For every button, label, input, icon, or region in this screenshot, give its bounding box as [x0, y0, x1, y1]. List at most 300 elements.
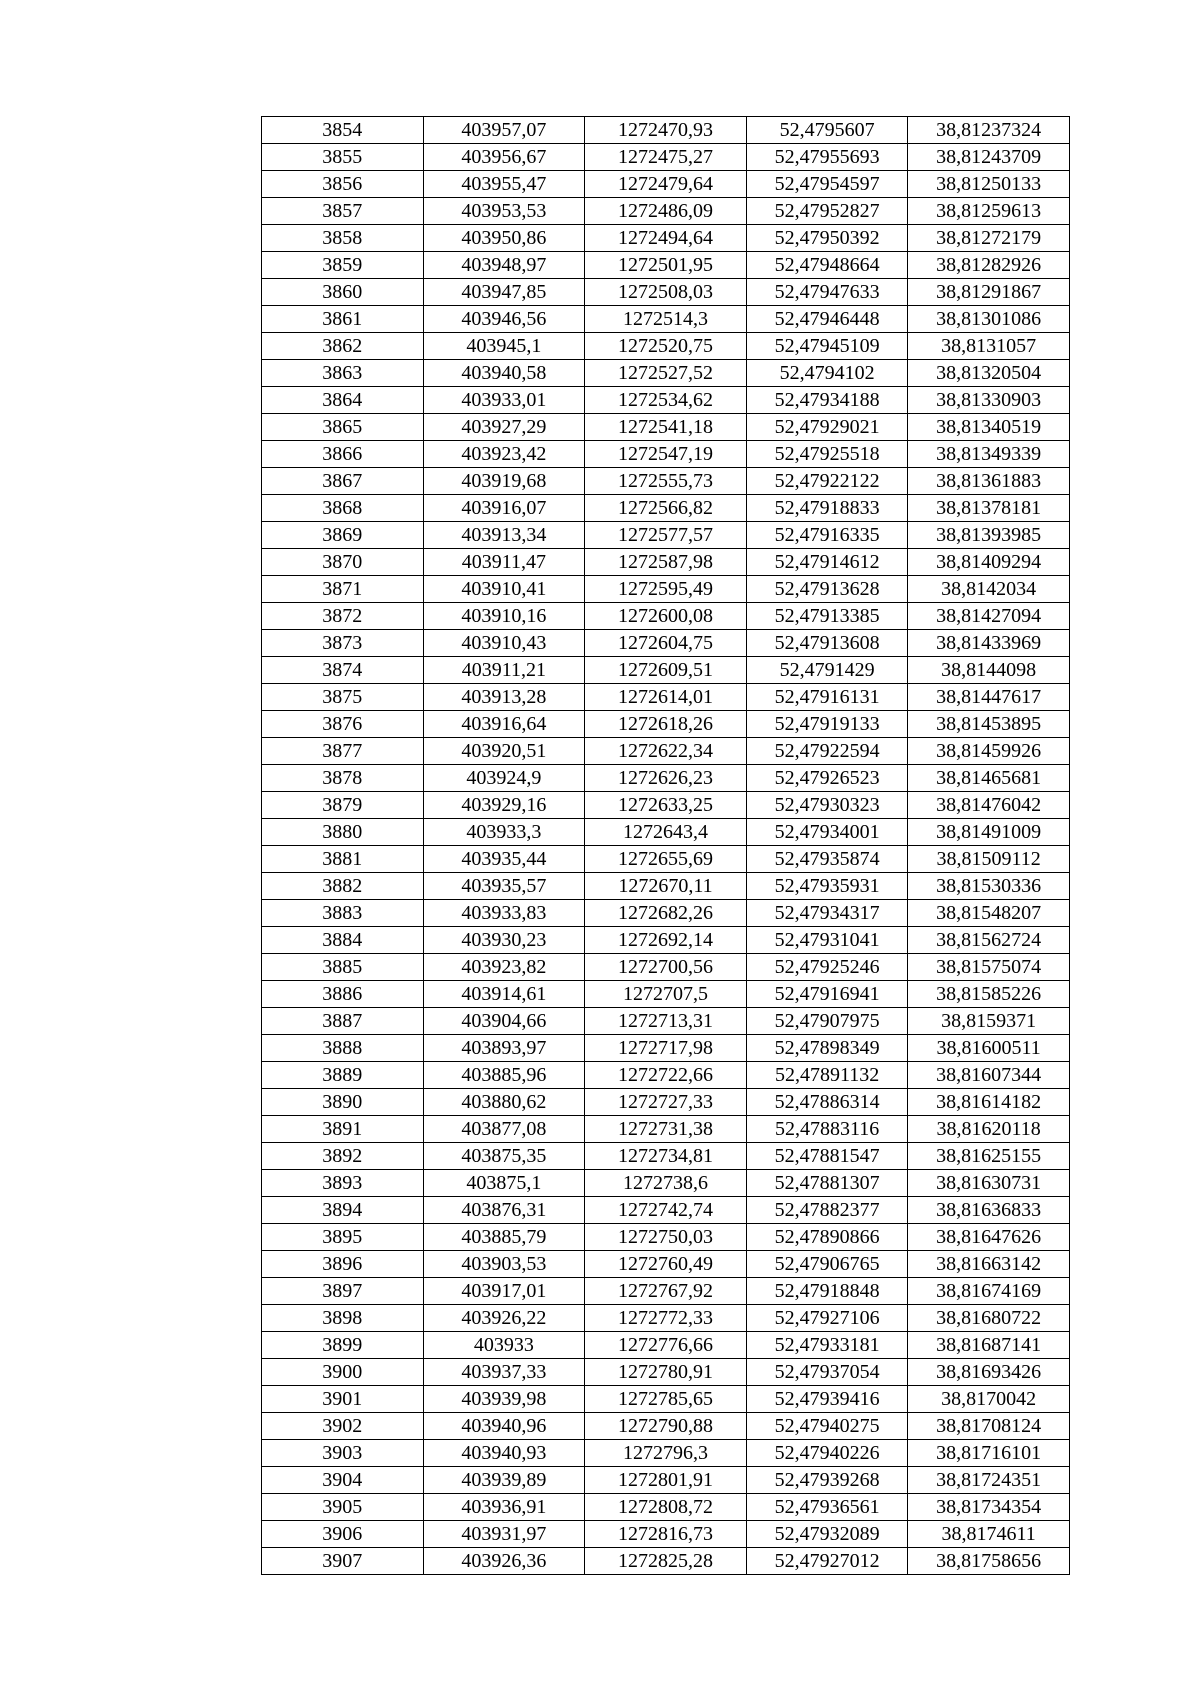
- latitude-cell: 52,47927106: [746, 1305, 908, 1332]
- table-row: [262, 1089, 1070, 1116]
- point-number-cell: 3893: [262, 1170, 424, 1197]
- table-row: [262, 1143, 1070, 1170]
- longitude-cell: 38,81250133: [908, 171, 1070, 198]
- longitude-cell: 38,81259613: [908, 198, 1070, 225]
- table-row: [262, 927, 1070, 954]
- table-row: [262, 495, 1070, 522]
- latitude-cell: 52,47925246: [746, 954, 908, 981]
- x-coordinate-cell: 403933,83: [423, 900, 585, 927]
- y-coordinate-cell: 1272734,81: [585, 1143, 747, 1170]
- x-coordinate-cell: 403885,96: [423, 1062, 585, 1089]
- longitude-cell: 38,81453895: [908, 711, 1070, 738]
- x-coordinate-cell: 403935,44: [423, 846, 585, 873]
- y-coordinate-cell: 1272555,73: [585, 468, 747, 495]
- point-number-cell: 3857: [262, 198, 424, 225]
- latitude-cell: 52,47918833: [746, 495, 908, 522]
- longitude-cell: 38,81734354: [908, 1494, 1070, 1521]
- point-number-cell: 3855: [262, 144, 424, 171]
- longitude-cell: 38,81291867: [908, 279, 1070, 306]
- table-row: [262, 522, 1070, 549]
- table-row: [262, 765, 1070, 792]
- y-coordinate-cell: 1272808,72: [585, 1494, 747, 1521]
- table-row: [262, 576, 1070, 603]
- x-coordinate-cell: 403903,53: [423, 1251, 585, 1278]
- y-coordinate-cell: 1272796,3: [585, 1440, 747, 1467]
- x-coordinate-cell: 403910,43: [423, 630, 585, 657]
- latitude-cell: 52,47913385: [746, 603, 908, 630]
- point-number-cell: 3892: [262, 1143, 424, 1170]
- latitude-cell: 52,4795607: [746, 117, 908, 144]
- y-coordinate-cell: 1272622,34: [585, 738, 747, 765]
- latitude-cell: 52,47931041: [746, 927, 908, 954]
- table-row: [262, 306, 1070, 333]
- x-coordinate-cell: 403933: [423, 1332, 585, 1359]
- x-coordinate-cell: 403914,61: [423, 981, 585, 1008]
- longitude-cell: 38,81680722: [908, 1305, 1070, 1332]
- y-coordinate-cell: 1272816,73: [585, 1521, 747, 1548]
- latitude-cell: 52,47913628: [746, 576, 908, 603]
- point-number-cell: 3902: [262, 1413, 424, 1440]
- x-coordinate-cell: 403940,96: [423, 1413, 585, 1440]
- point-number-cell: 3883: [262, 900, 424, 927]
- longitude-cell: 38,8174611: [908, 1521, 1070, 1548]
- point-number-cell: 3874: [262, 657, 424, 684]
- latitude-cell: 52,47881307: [746, 1170, 908, 1197]
- table-row: [262, 171, 1070, 198]
- y-coordinate-cell: 1272717,98: [585, 1035, 747, 1062]
- x-coordinate-cell: 403913,34: [423, 522, 585, 549]
- y-coordinate-cell: 1272494,64: [585, 225, 747, 252]
- table-row: [262, 1521, 1070, 1548]
- latitude-cell: 52,47952827: [746, 198, 908, 225]
- latitude-cell: 52,47939268: [746, 1467, 908, 1494]
- y-coordinate-cell: 1272767,92: [585, 1278, 747, 1305]
- x-coordinate-cell: 403893,97: [423, 1035, 585, 1062]
- longitude-cell: 38,81282926: [908, 252, 1070, 279]
- x-coordinate-cell: 403875,1: [423, 1170, 585, 1197]
- table-row: [262, 603, 1070, 630]
- x-coordinate-cell: 403926,36: [423, 1548, 585, 1575]
- y-coordinate-cell: 1272727,33: [585, 1089, 747, 1116]
- point-number-cell: 3884: [262, 927, 424, 954]
- latitude-cell: 52,47919133: [746, 711, 908, 738]
- x-coordinate-cell: 403950,86: [423, 225, 585, 252]
- point-number-cell: 3896: [262, 1251, 424, 1278]
- point-number-cell: 3900: [262, 1359, 424, 1386]
- longitude-cell: 38,81724351: [908, 1467, 1070, 1494]
- table-row: [262, 630, 1070, 657]
- latitude-cell: 52,47890866: [746, 1224, 908, 1251]
- x-coordinate-cell: 403933,3: [423, 819, 585, 846]
- point-number-cell: 3894: [262, 1197, 424, 1224]
- point-number-cell: 3860: [262, 279, 424, 306]
- longitude-cell: 38,81243709: [908, 144, 1070, 171]
- point-number-cell: 3880: [262, 819, 424, 846]
- y-coordinate-cell: 1272566,82: [585, 495, 747, 522]
- latitude-cell: 52,47945109: [746, 333, 908, 360]
- latitude-cell: 52,47916941: [746, 981, 908, 1008]
- y-coordinate-cell: 1272722,66: [585, 1062, 747, 1089]
- latitude-cell: 52,47934317: [746, 900, 908, 927]
- longitude-cell: 38,81562724: [908, 927, 1070, 954]
- table-row: [262, 1332, 1070, 1359]
- y-coordinate-cell: 1272534,62: [585, 387, 747, 414]
- point-number-cell: 3899: [262, 1332, 424, 1359]
- table-row: [262, 198, 1070, 225]
- latitude-cell: 52,47934188: [746, 387, 908, 414]
- latitude-cell: 52,47929021: [746, 414, 908, 441]
- table-row: [262, 1440, 1070, 1467]
- x-coordinate-cell: 403875,35: [423, 1143, 585, 1170]
- y-coordinate-cell: 1272595,49: [585, 576, 747, 603]
- table-row: [262, 333, 1070, 360]
- y-coordinate-cell: 1272547,19: [585, 441, 747, 468]
- table-row: [262, 1494, 1070, 1521]
- longitude-cell: 38,81433969: [908, 630, 1070, 657]
- longitude-cell: 38,81693426: [908, 1359, 1070, 1386]
- x-coordinate-cell: 403937,33: [423, 1359, 585, 1386]
- latitude-cell: 52,47916131: [746, 684, 908, 711]
- latitude-cell: 52,47934001: [746, 819, 908, 846]
- table-row: [262, 657, 1070, 684]
- y-coordinate-cell: 1272508,03: [585, 279, 747, 306]
- latitude-cell: 52,47916335: [746, 522, 908, 549]
- table-row: [262, 819, 1070, 846]
- y-coordinate-cell: 1272479,64: [585, 171, 747, 198]
- point-number-cell: 3882: [262, 873, 424, 900]
- latitude-cell: 52,47898349: [746, 1035, 908, 1062]
- x-coordinate-cell: 403904,66: [423, 1008, 585, 1035]
- point-number-cell: 3872: [262, 603, 424, 630]
- longitude-cell: 38,81647626: [908, 1224, 1070, 1251]
- latitude-cell: 52,47955693: [746, 144, 908, 171]
- latitude-cell: 52,47913608: [746, 630, 908, 657]
- x-coordinate-cell: 403924,9: [423, 765, 585, 792]
- x-coordinate-cell: 403877,08: [423, 1116, 585, 1143]
- x-coordinate-cell: 403880,62: [423, 1089, 585, 1116]
- longitude-cell: 38,81491009: [908, 819, 1070, 846]
- table-row: [262, 711, 1070, 738]
- x-coordinate-cell: 403939,89: [423, 1467, 585, 1494]
- longitude-cell: 38,8142034: [908, 576, 1070, 603]
- longitude-cell: 38,81427094: [908, 603, 1070, 630]
- longitude-cell: 38,81237324: [908, 117, 1070, 144]
- point-number-cell: 3869: [262, 522, 424, 549]
- latitude-cell: 52,47937054: [746, 1359, 908, 1386]
- table-row: [262, 1197, 1070, 1224]
- table-row: [262, 954, 1070, 981]
- longitude-cell: 38,81600511: [908, 1035, 1070, 1062]
- longitude-cell: 38,81674169: [908, 1278, 1070, 1305]
- table-row: [262, 1467, 1070, 1494]
- latitude-cell: 52,47882377: [746, 1197, 908, 1224]
- point-number-cell: 3864: [262, 387, 424, 414]
- y-coordinate-cell: 1272501,95: [585, 252, 747, 279]
- point-number-cell: 3862: [262, 333, 424, 360]
- x-coordinate-cell: 403910,16: [423, 603, 585, 630]
- table-row: [262, 414, 1070, 441]
- table-row: [262, 387, 1070, 414]
- table-row: [262, 873, 1070, 900]
- x-coordinate-cell: 403940,93: [423, 1440, 585, 1467]
- longitude-cell: 38,81530336: [908, 873, 1070, 900]
- point-number-cell: 3876: [262, 711, 424, 738]
- table-row: [262, 1413, 1070, 1440]
- y-coordinate-cell: 1272618,26: [585, 711, 747, 738]
- x-coordinate-cell: 403917,01: [423, 1278, 585, 1305]
- latitude-cell: 52,47881547: [746, 1143, 908, 1170]
- table-row: [262, 549, 1070, 576]
- longitude-cell: 38,81708124: [908, 1413, 1070, 1440]
- point-number-cell: 3858: [262, 225, 424, 252]
- y-coordinate-cell: 1272655,69: [585, 846, 747, 873]
- x-coordinate-cell: 403910,41: [423, 576, 585, 603]
- x-coordinate-cell: 403916,64: [423, 711, 585, 738]
- latitude-cell: 52,47940275: [746, 1413, 908, 1440]
- x-coordinate-cell: 403911,21: [423, 657, 585, 684]
- table-row: [262, 684, 1070, 711]
- x-coordinate-cell: 403953,53: [423, 198, 585, 225]
- table-row: [262, 846, 1070, 873]
- x-coordinate-cell: 403911,47: [423, 549, 585, 576]
- point-number-cell: 3868: [262, 495, 424, 522]
- longitude-cell: 38,81330903: [908, 387, 1070, 414]
- point-number-cell: 3901: [262, 1386, 424, 1413]
- table-row: [262, 1008, 1070, 1035]
- latitude-cell: 52,47947633: [746, 279, 908, 306]
- x-coordinate-cell: 403920,51: [423, 738, 585, 765]
- latitude-cell: 52,47926523: [746, 765, 908, 792]
- latitude-cell: 52,47927012: [746, 1548, 908, 1575]
- coordinates-table-body: [262, 117, 1070, 1575]
- point-number-cell: 3881: [262, 846, 424, 873]
- table-row: [262, 1035, 1070, 1062]
- latitude-cell: 52,47922594: [746, 738, 908, 765]
- longitude-cell: 38,8159371: [908, 1008, 1070, 1035]
- x-coordinate-cell: 403955,47: [423, 171, 585, 198]
- y-coordinate-cell: 1272520,75: [585, 333, 747, 360]
- point-number-cell: 3890: [262, 1089, 424, 1116]
- point-number-cell: 3854: [262, 117, 424, 144]
- latitude-cell: 52,47933181: [746, 1332, 908, 1359]
- longitude-cell: 38,81663142: [908, 1251, 1070, 1278]
- y-coordinate-cell: 1272514,3: [585, 306, 747, 333]
- point-number-cell: 3889: [262, 1062, 424, 1089]
- longitude-cell: 38,81620118: [908, 1116, 1070, 1143]
- point-number-cell: 3865: [262, 414, 424, 441]
- longitude-cell: 38,8144098: [908, 657, 1070, 684]
- table-row: [262, 981, 1070, 1008]
- y-coordinate-cell: 1272707,5: [585, 981, 747, 1008]
- y-coordinate-cell: 1272742,74: [585, 1197, 747, 1224]
- x-coordinate-cell: 403940,58: [423, 360, 585, 387]
- x-coordinate-cell: 403946,56: [423, 306, 585, 333]
- y-coordinate-cell: 1272527,52: [585, 360, 747, 387]
- latitude-cell: 52,4794102: [746, 360, 908, 387]
- y-coordinate-cell: 1272700,56: [585, 954, 747, 981]
- point-number-cell: 3866: [262, 441, 424, 468]
- longitude-cell: 38,8131057: [908, 333, 1070, 360]
- y-coordinate-cell: 1272682,26: [585, 900, 747, 927]
- point-number-cell: 3891: [262, 1116, 424, 1143]
- latitude-cell: 52,47891132: [746, 1062, 908, 1089]
- longitude-cell: 38,81548207: [908, 900, 1070, 927]
- x-coordinate-cell: 403923,82: [423, 954, 585, 981]
- point-number-cell: 3898: [262, 1305, 424, 1332]
- point-number-cell: 3867: [262, 468, 424, 495]
- longitude-cell: 38,81716101: [908, 1440, 1070, 1467]
- x-coordinate-cell: 403926,22: [423, 1305, 585, 1332]
- point-number-cell: 3871: [262, 576, 424, 603]
- longitude-cell: 38,81585226: [908, 981, 1070, 1008]
- x-coordinate-cell: 403945,1: [423, 333, 585, 360]
- table-row: [262, 1062, 1070, 1089]
- point-number-cell: 3887: [262, 1008, 424, 1035]
- latitude-cell: 52,47925518: [746, 441, 908, 468]
- longitude-cell: 38,81509112: [908, 846, 1070, 873]
- point-number-cell: 3873: [262, 630, 424, 657]
- x-coordinate-cell: 403956,67: [423, 144, 585, 171]
- longitude-cell: 38,8170042: [908, 1386, 1070, 1413]
- x-coordinate-cell: 403885,79: [423, 1224, 585, 1251]
- latitude-cell: 52,47930323: [746, 792, 908, 819]
- point-number-cell: 3885: [262, 954, 424, 981]
- x-coordinate-cell: 403916,07: [423, 495, 585, 522]
- longitude-cell: 38,81758656: [908, 1548, 1070, 1575]
- latitude-cell: 52,47918848: [746, 1278, 908, 1305]
- table-row: [262, 1386, 1070, 1413]
- x-coordinate-cell: 403957,07: [423, 117, 585, 144]
- y-coordinate-cell: 1272486,09: [585, 198, 747, 225]
- latitude-cell: 52,47886314: [746, 1089, 908, 1116]
- point-number-cell: 3856: [262, 171, 424, 198]
- longitude-cell: 38,81636833: [908, 1197, 1070, 1224]
- longitude-cell: 38,81476042: [908, 792, 1070, 819]
- x-coordinate-cell: 403933,01: [423, 387, 585, 414]
- latitude-cell: 52,47940226: [746, 1440, 908, 1467]
- table-row: [262, 252, 1070, 279]
- table-row: [262, 1251, 1070, 1278]
- latitude-cell: 52,47948664: [746, 252, 908, 279]
- y-coordinate-cell: 1272790,88: [585, 1413, 747, 1440]
- table-row: [262, 1116, 1070, 1143]
- point-number-cell: 3875: [262, 684, 424, 711]
- latitude-cell: 52,47936561: [746, 1494, 908, 1521]
- longitude-cell: 38,81607344: [908, 1062, 1070, 1089]
- y-coordinate-cell: 1272825,28: [585, 1548, 747, 1575]
- table-row: [262, 117, 1070, 144]
- latitude-cell: 52,47954597: [746, 171, 908, 198]
- y-coordinate-cell: 1272713,31: [585, 1008, 747, 1035]
- latitude-cell: 52,47939416: [746, 1386, 908, 1413]
- longitude-cell: 38,81320504: [908, 360, 1070, 387]
- x-coordinate-cell: 403931,97: [423, 1521, 585, 1548]
- longitude-cell: 38,81575074: [908, 954, 1070, 981]
- y-coordinate-cell: 1272609,51: [585, 657, 747, 684]
- point-number-cell: 3888: [262, 1035, 424, 1062]
- table-row: [262, 468, 1070, 495]
- point-number-cell: 3879: [262, 792, 424, 819]
- coordinates-table: [261, 116, 1070, 1575]
- point-number-cell: 3878: [262, 765, 424, 792]
- table-row: [262, 360, 1070, 387]
- longitude-cell: 38,81614182: [908, 1089, 1070, 1116]
- y-coordinate-cell: 1272776,66: [585, 1332, 747, 1359]
- latitude-cell: 52,47935931: [746, 873, 908, 900]
- y-coordinate-cell: 1272475,27: [585, 144, 747, 171]
- table-row: [262, 1170, 1070, 1197]
- y-coordinate-cell: 1272785,65: [585, 1386, 747, 1413]
- y-coordinate-cell: 1272614,01: [585, 684, 747, 711]
- table-row: [262, 1305, 1070, 1332]
- y-coordinate-cell: 1272600,08: [585, 603, 747, 630]
- x-coordinate-cell: 403923,42: [423, 441, 585, 468]
- longitude-cell: 38,81447617: [908, 684, 1070, 711]
- table-row: [262, 738, 1070, 765]
- point-number-cell: 3895: [262, 1224, 424, 1251]
- longitude-cell: 38,81687141: [908, 1332, 1070, 1359]
- table-row: [262, 1278, 1070, 1305]
- latitude-cell: 52,47932089: [746, 1521, 908, 1548]
- x-coordinate-cell: 403947,85: [423, 279, 585, 306]
- table-row: [262, 441, 1070, 468]
- y-coordinate-cell: 1272577,57: [585, 522, 747, 549]
- y-coordinate-cell: 1272670,11: [585, 873, 747, 900]
- x-coordinate-cell: 403913,28: [423, 684, 585, 711]
- latitude-cell: 52,47883116: [746, 1116, 908, 1143]
- table-row: [262, 279, 1070, 306]
- latitude-cell: 52,47922122: [746, 468, 908, 495]
- x-coordinate-cell: 403876,31: [423, 1197, 585, 1224]
- y-coordinate-cell: 1272626,23: [585, 765, 747, 792]
- longitude-cell: 38,81349339: [908, 441, 1070, 468]
- longitude-cell: 38,81465681: [908, 765, 1070, 792]
- longitude-cell: 38,81459926: [908, 738, 1070, 765]
- table-row: [262, 144, 1070, 171]
- x-coordinate-cell: 403930,23: [423, 927, 585, 954]
- y-coordinate-cell: 1272731,38: [585, 1116, 747, 1143]
- y-coordinate-cell: 1272780,91: [585, 1359, 747, 1386]
- point-number-cell: 3886: [262, 981, 424, 1008]
- y-coordinate-cell: 1272772,33: [585, 1305, 747, 1332]
- x-coordinate-cell: 403919,68: [423, 468, 585, 495]
- point-number-cell: 3906: [262, 1521, 424, 1548]
- table-row: [262, 225, 1070, 252]
- point-number-cell: 3903: [262, 1440, 424, 1467]
- y-coordinate-cell: 1272633,25: [585, 792, 747, 819]
- latitude-cell: 52,47946448: [746, 306, 908, 333]
- latitude-cell: 52,47914612: [746, 549, 908, 576]
- point-number-cell: 3904: [262, 1467, 424, 1494]
- y-coordinate-cell: 1272801,91: [585, 1467, 747, 1494]
- point-number-cell: 3861: [262, 306, 424, 333]
- x-coordinate-cell: 403929,16: [423, 792, 585, 819]
- table-row: [262, 900, 1070, 927]
- latitude-cell: 52,47950392: [746, 225, 908, 252]
- y-coordinate-cell: 1272750,03: [585, 1224, 747, 1251]
- longitude-cell: 38,81340519: [908, 414, 1070, 441]
- point-number-cell: 3863: [262, 360, 424, 387]
- table-row: [262, 1359, 1070, 1386]
- x-coordinate-cell: 403927,29: [423, 414, 585, 441]
- y-coordinate-cell: 1272541,18: [585, 414, 747, 441]
- x-coordinate-cell: 403936,91: [423, 1494, 585, 1521]
- point-number-cell: 3877: [262, 738, 424, 765]
- point-number-cell: 3907: [262, 1548, 424, 1575]
- x-coordinate-cell: 403939,98: [423, 1386, 585, 1413]
- table-row: [262, 1548, 1070, 1575]
- longitude-cell: 38,81630731: [908, 1170, 1070, 1197]
